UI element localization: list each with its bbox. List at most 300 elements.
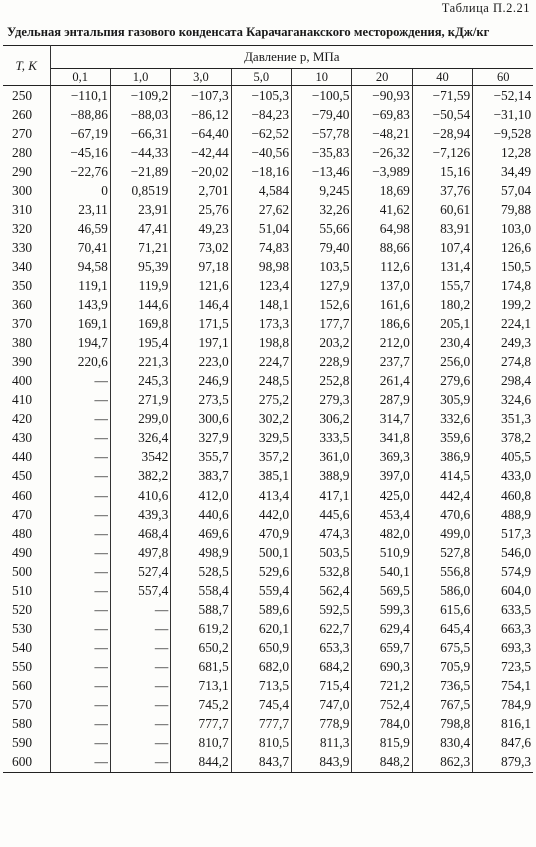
enthalpy-cell: 830,4 bbox=[412, 734, 472, 753]
enthalpy-cell: — bbox=[110, 696, 170, 715]
enthalpy-cell: 34,49 bbox=[501, 163, 532, 179]
temperature-cell: 590 bbox=[3, 734, 50, 753]
enthalpy-cell: 64,98 bbox=[352, 219, 412, 238]
enthalpy-cell: 488,9 bbox=[501, 506, 532, 522]
pressure-values-row bbox=[3, 69, 533, 86]
enthalpy-cell: — bbox=[50, 696, 110, 715]
temperature-cell: 320 bbox=[3, 219, 50, 238]
pressure-column-header: 3,0 bbox=[171, 69, 231, 86]
enthalpy-cell: 230,4 bbox=[412, 334, 472, 353]
enthalpy-cell: 279,6 bbox=[412, 372, 472, 391]
enthalpy-cell: 752,4 bbox=[352, 696, 412, 715]
table-header bbox=[3, 46, 533, 86]
temperature-cell: 340 bbox=[3, 257, 50, 276]
temperature-cell: 370 bbox=[3, 315, 50, 334]
enthalpy-cell: 174,8 bbox=[501, 277, 532, 293]
enthalpy-cell: 49,23 bbox=[171, 219, 231, 238]
table-row bbox=[3, 505, 533, 524]
enthalpy-cell: −28,94 bbox=[412, 124, 472, 143]
enthalpy-cell: 306,2 bbox=[292, 410, 352, 429]
enthalpy-cell: 767,5 bbox=[412, 696, 472, 715]
enthalpy-table bbox=[3, 45, 533, 773]
temperature-cell: 570 bbox=[3, 696, 50, 715]
enthalpy-cell: 862,3 bbox=[412, 753, 472, 773]
enthalpy-cell: 27,62 bbox=[231, 200, 291, 219]
enthalpy-cell: 650,9 bbox=[231, 638, 291, 657]
enthalpy-cell: 440,6 bbox=[171, 505, 231, 524]
enthalpy-cell: 199,2 bbox=[501, 297, 532, 313]
enthalpy-cell: 248,5 bbox=[231, 372, 291, 391]
enthalpy-cell: — bbox=[50, 486, 110, 505]
enthalpy-cell: −45,16 bbox=[50, 143, 110, 162]
enthalpy-cell: 97,18 bbox=[171, 257, 231, 276]
enthalpy-cell: 847,6 bbox=[501, 735, 532, 751]
enthalpy-cell: — bbox=[50, 429, 110, 448]
enthalpy-cell: 816,1 bbox=[501, 716, 532, 732]
enthalpy-cell: −62,52 bbox=[231, 124, 291, 143]
enthalpy-cell: 221,3 bbox=[110, 353, 170, 372]
enthalpy-cell: 361,0 bbox=[292, 448, 352, 467]
table-row bbox=[3, 657, 533, 676]
enthalpy-cell: 273,5 bbox=[171, 391, 231, 410]
enthalpy-cell: 843,7 bbox=[231, 753, 291, 773]
enthalpy-cell: — bbox=[50, 676, 110, 695]
enthalpy-cell: 95,39 bbox=[110, 257, 170, 276]
enthalpy-cell: 180,2 bbox=[412, 296, 472, 315]
enthalpy-cell: 557,4 bbox=[110, 581, 170, 600]
temperature-cell: 280 bbox=[3, 143, 50, 162]
enthalpy-cell: 249,3 bbox=[501, 335, 532, 351]
enthalpy-cell: 256,0 bbox=[412, 353, 472, 372]
enthalpy-cell: 413,4 bbox=[231, 486, 291, 505]
enthalpy-cell: 622,7 bbox=[292, 619, 352, 638]
enthalpy-cell: — bbox=[50, 448, 110, 467]
enthalpy-cell: 355,7 bbox=[171, 448, 231, 467]
enthalpy-cell: 79,88 bbox=[501, 201, 532, 217]
enthalpy-cell: 715,4 bbox=[292, 676, 352, 695]
enthalpy-cell: 778,9 bbox=[292, 715, 352, 734]
enthalpy-cell: — bbox=[110, 600, 170, 619]
enthalpy-cell: 527,8 bbox=[412, 543, 472, 562]
enthalpy-cell: 152,6 bbox=[292, 296, 352, 315]
temperature-cell: 270 bbox=[3, 124, 50, 143]
temperature-cell: 600 bbox=[3, 753, 50, 773]
enthalpy-cell: 148,1 bbox=[231, 296, 291, 315]
enthalpy-cell: 155,7 bbox=[412, 276, 472, 295]
enthalpy-cell: 4,584 bbox=[231, 181, 291, 200]
enthalpy-cell: 23,91 bbox=[110, 200, 170, 219]
enthalpy-cell: 326,4 bbox=[110, 429, 170, 448]
enthalpy-cell: — bbox=[110, 734, 170, 753]
table-row bbox=[3, 619, 533, 638]
enthalpy-cell: 562,4 bbox=[292, 581, 352, 600]
enthalpy-cell: 252,8 bbox=[292, 372, 352, 391]
enthalpy-cell: 103,0 bbox=[501, 220, 532, 236]
enthalpy-cell: — bbox=[50, 467, 110, 486]
enthalpy-cell: 629,4 bbox=[352, 619, 412, 638]
enthalpy-cell: 275,2 bbox=[231, 391, 291, 410]
enthalpy-cell: 843,9 bbox=[292, 753, 352, 773]
enthalpy-cell: 653,3 bbox=[292, 638, 352, 657]
enthalpy-cell: −40,56 bbox=[231, 143, 291, 162]
enthalpy-cell: 60,61 bbox=[412, 200, 472, 219]
enthalpy-cell: 119,9 bbox=[110, 276, 170, 295]
enthalpy-cell: 94,58 bbox=[50, 257, 110, 276]
enthalpy-cell: 721,2 bbox=[352, 676, 412, 695]
table-row bbox=[3, 600, 533, 619]
enthalpy-cell: 503,5 bbox=[292, 543, 352, 562]
enthalpy-cell: 194,7 bbox=[50, 334, 110, 353]
enthalpy-cell: 171,5 bbox=[171, 315, 231, 334]
temperature-cell: 380 bbox=[3, 334, 50, 353]
enthalpy-cell: 333,5 bbox=[292, 429, 352, 448]
enthalpy-cell: — bbox=[50, 715, 110, 734]
enthalpy-cell: 150,5 bbox=[501, 258, 532, 274]
table-row bbox=[3, 543, 533, 562]
enthalpy-cell: 604,0 bbox=[501, 582, 532, 598]
enthalpy-cell: 556,8 bbox=[412, 562, 472, 581]
enthalpy-cell: 588,7 bbox=[171, 600, 231, 619]
enthalpy-cell: 723,5 bbox=[501, 658, 532, 674]
enthalpy-cell: −52,14 bbox=[493, 87, 532, 103]
enthalpy-cell: 161,6 bbox=[352, 296, 412, 315]
temperature-cell: 460 bbox=[3, 486, 50, 505]
enthalpy-cell: 341,8 bbox=[352, 429, 412, 448]
enthalpy-cell: −48,21 bbox=[352, 124, 412, 143]
table-row bbox=[3, 638, 533, 657]
enthalpy-cell: 186,6 bbox=[352, 315, 412, 334]
enthalpy-cell: −26,32 bbox=[352, 143, 412, 162]
enthalpy-cell: — bbox=[50, 638, 110, 657]
enthalpy-cell: 369,3 bbox=[352, 448, 412, 467]
enthalpy-cell: 137,0 bbox=[352, 276, 412, 295]
enthalpy-cell: −90,93 bbox=[352, 86, 412, 106]
temperature-cell: 360 bbox=[3, 296, 50, 315]
enthalpy-cell: 220,6 bbox=[50, 353, 110, 372]
table-row bbox=[3, 715, 533, 734]
enthalpy-cell: −21,89 bbox=[110, 162, 170, 181]
table-row bbox=[3, 181, 533, 200]
enthalpy-cell: 532,8 bbox=[292, 562, 352, 581]
enthalpy-cell: 713,1 bbox=[171, 676, 231, 695]
enthalpy-cell: 144,6 bbox=[110, 296, 170, 315]
enthalpy-cell: — bbox=[50, 543, 110, 562]
table-row bbox=[3, 353, 533, 372]
enthalpy-cell: 18,69 bbox=[352, 181, 412, 200]
enthalpy-cell: 287,9 bbox=[352, 391, 412, 410]
enthalpy-cell: 529,6 bbox=[231, 562, 291, 581]
enthalpy-cell: 71,21 bbox=[110, 238, 170, 257]
enthalpy-cell: 388,9 bbox=[292, 467, 352, 486]
enthalpy-cell: 23,11 bbox=[50, 200, 110, 219]
enthalpy-cell: −3,989 bbox=[352, 162, 412, 181]
temperature-cell: 530 bbox=[3, 619, 50, 638]
enthalpy-cell: — bbox=[110, 715, 170, 734]
table-row bbox=[3, 391, 533, 410]
enthalpy-cell: 327,9 bbox=[171, 429, 231, 448]
enthalpy-cell: 299,0 bbox=[110, 410, 170, 429]
enthalpy-cell: 879,3 bbox=[473, 753, 533, 773]
table-row bbox=[3, 410, 533, 429]
enthalpy-cell: 650,2 bbox=[171, 638, 231, 657]
enthalpy-cell: 811,3 bbox=[292, 734, 352, 753]
enthalpy-cell: — bbox=[50, 619, 110, 638]
enthalpy-cell: 745,2 bbox=[171, 696, 231, 715]
temperature-cell: 420 bbox=[3, 410, 50, 429]
enthalpy-cell: — bbox=[50, 524, 110, 543]
enthalpy-cell: 73,02 bbox=[171, 238, 231, 257]
table-row bbox=[3, 86, 533, 106]
enthalpy-cell: 70,41 bbox=[50, 238, 110, 257]
enthalpy-cell: 619,2 bbox=[171, 619, 231, 638]
enthalpy-cell: 410,6 bbox=[110, 486, 170, 505]
enthalpy-cell: 57,04 bbox=[501, 182, 532, 198]
table-body bbox=[3, 86, 533, 773]
enthalpy-cell: 12,28 bbox=[501, 144, 532, 160]
enthalpy-cell: 197,1 bbox=[171, 334, 231, 353]
enthalpy-cell: 46,59 bbox=[50, 219, 110, 238]
enthalpy-cell: 497,8 bbox=[110, 543, 170, 562]
enthalpy-cell: 169,1 bbox=[50, 315, 110, 334]
temperature-cell: 330 bbox=[3, 238, 50, 257]
pressure-column-header: 20 bbox=[352, 69, 412, 86]
enthalpy-cell: 445,6 bbox=[292, 505, 352, 524]
enthalpy-cell: — bbox=[50, 410, 110, 429]
enthalpy-cell: 329,5 bbox=[231, 429, 291, 448]
enthalpy-cell: 810,7 bbox=[171, 734, 231, 753]
temperature-header: T, K bbox=[3, 46, 50, 86]
enthalpy-cell: 37,76 bbox=[412, 181, 472, 200]
enthalpy-cell: −13,46 bbox=[292, 162, 352, 181]
enthalpy-cell: −20,02 bbox=[171, 162, 231, 181]
enthalpy-cell: 589,6 bbox=[231, 600, 291, 619]
enthalpy-cell: 298,4 bbox=[501, 373, 532, 389]
enthalpy-cell: 126,6 bbox=[501, 239, 532, 255]
enthalpy-cell: 47,41 bbox=[110, 219, 170, 238]
enthalpy-cell: −42,44 bbox=[171, 143, 231, 162]
enthalpy-cell: 620,1 bbox=[231, 619, 291, 638]
enthalpy-cell: 302,2 bbox=[231, 410, 291, 429]
enthalpy-cell: — bbox=[110, 657, 170, 676]
enthalpy-cell: 574,9 bbox=[501, 563, 532, 579]
enthalpy-cell: 433,0 bbox=[501, 468, 532, 484]
temperature-cell: 400 bbox=[3, 372, 50, 391]
temperature-cell: 440 bbox=[3, 448, 50, 467]
enthalpy-cell: −31,10 bbox=[493, 106, 532, 122]
temperature-cell: 510 bbox=[3, 581, 50, 600]
enthalpy-cell: — bbox=[50, 753, 110, 773]
table-row bbox=[3, 448, 533, 467]
enthalpy-cell: 615,6 bbox=[412, 600, 472, 619]
enthalpy-cell: 332,6 bbox=[412, 410, 472, 429]
enthalpy-cell: 754,1 bbox=[501, 677, 532, 693]
enthalpy-cell: 83,91 bbox=[412, 219, 472, 238]
enthalpy-cell: 378,2 bbox=[501, 430, 532, 446]
enthalpy-cell: 143,9 bbox=[50, 296, 110, 315]
enthalpy-cell: 470,6 bbox=[412, 505, 472, 524]
enthalpy-cell: 177,7 bbox=[292, 315, 352, 334]
enthalpy-cell: 119,1 bbox=[50, 276, 110, 295]
enthalpy-cell: 469,6 bbox=[171, 524, 231, 543]
enthalpy-cell: 397,0 bbox=[352, 467, 412, 486]
table-row bbox=[3, 296, 533, 315]
enthalpy-cell: 305,9 bbox=[412, 391, 472, 410]
temperature-cell: 580 bbox=[3, 715, 50, 734]
temperature-cell: 500 bbox=[3, 562, 50, 581]
enthalpy-cell: 224,7 bbox=[231, 353, 291, 372]
enthalpy-cell: 271,9 bbox=[110, 391, 170, 410]
enthalpy-cell: 681,5 bbox=[171, 657, 231, 676]
enthalpy-cell: 103,5 bbox=[292, 257, 352, 276]
enthalpy-cell: −18,16 bbox=[231, 162, 291, 181]
enthalpy-cell: −9,528 bbox=[493, 125, 532, 141]
enthalpy-cell: — bbox=[50, 600, 110, 619]
table-row bbox=[3, 696, 533, 715]
enthalpy-cell: −50,54 bbox=[412, 105, 472, 124]
enthalpy-cell: −64,40 bbox=[171, 124, 231, 143]
temperature-cell: 290 bbox=[3, 162, 50, 181]
enthalpy-cell: 470,9 bbox=[231, 524, 291, 543]
temperature-cell: 260 bbox=[3, 105, 50, 124]
enthalpy-cell: — bbox=[50, 657, 110, 676]
table-row bbox=[3, 753, 533, 773]
temperature-cell: 520 bbox=[3, 600, 50, 619]
enthalpy-cell: 747,0 bbox=[292, 696, 352, 715]
enthalpy-cell: 414,5 bbox=[412, 467, 472, 486]
enthalpy-cell: −35,83 bbox=[292, 143, 352, 162]
temperature-cell: 560 bbox=[3, 676, 50, 695]
enthalpy-cell: 592,5 bbox=[292, 600, 352, 619]
enthalpy-cell: 645,4 bbox=[412, 619, 472, 638]
enthalpy-cell: 777,7 bbox=[171, 715, 231, 734]
enthalpy-cell: 173,3 bbox=[231, 315, 291, 334]
enthalpy-cell: 195,4 bbox=[110, 334, 170, 353]
enthalpy-cell: 675,5 bbox=[412, 638, 472, 657]
temperature-cell: 480 bbox=[3, 524, 50, 543]
enthalpy-cell: 798,8 bbox=[412, 715, 472, 734]
enthalpy-cell: −107,3 bbox=[171, 86, 231, 106]
enthalpy-cell: 324,6 bbox=[501, 392, 532, 408]
enthalpy-cell: 540,1 bbox=[352, 562, 412, 581]
enthalpy-cell: 0,8519 bbox=[110, 181, 170, 200]
enthalpy-cell: 386,9 bbox=[412, 448, 472, 467]
enthalpy-cell: −84,23 bbox=[231, 105, 291, 124]
enthalpy-cell: 693,3 bbox=[501, 639, 532, 655]
enthalpy-cell: 274,8 bbox=[501, 354, 532, 370]
enthalpy-cell: 713,5 bbox=[231, 676, 291, 695]
table-row bbox=[3, 429, 533, 448]
table-row bbox=[3, 162, 533, 181]
table-row bbox=[3, 581, 533, 600]
enthalpy-cell: 205,1 bbox=[412, 315, 472, 334]
enthalpy-cell: −44,33 bbox=[110, 143, 170, 162]
enthalpy-cell: 112,6 bbox=[352, 257, 412, 276]
enthalpy-cell: 510,9 bbox=[352, 543, 412, 562]
enthalpy-cell: 169,8 bbox=[110, 315, 170, 334]
enthalpy-cell: 224,1 bbox=[501, 316, 532, 332]
temperature-cell: 300 bbox=[3, 181, 50, 200]
pressure-column-header: 10 bbox=[292, 69, 352, 86]
enthalpy-cell: −105,3 bbox=[231, 86, 291, 106]
table-row bbox=[3, 334, 533, 353]
enthalpy-cell: 417,1 bbox=[292, 486, 352, 505]
enthalpy-cell: 405,5 bbox=[501, 449, 532, 465]
enthalpy-cell: 223,0 bbox=[171, 353, 231, 372]
enthalpy-cell: 123,4 bbox=[231, 276, 291, 295]
enthalpy-cell: 359,6 bbox=[412, 429, 472, 448]
enthalpy-cell: −67,19 bbox=[50, 124, 110, 143]
enthalpy-cell: 682,0 bbox=[231, 657, 291, 676]
enthalpy-cell: −69,83 bbox=[352, 105, 412, 124]
enthalpy-cell: 127,9 bbox=[292, 276, 352, 295]
enthalpy-cell: 383,7 bbox=[171, 467, 231, 486]
enthalpy-cell: 41,62 bbox=[352, 200, 412, 219]
table-row bbox=[3, 315, 533, 334]
pressure-column-header: 60 bbox=[473, 69, 533, 86]
enthalpy-cell: 357,2 bbox=[231, 448, 291, 467]
enthalpy-cell: 784,0 bbox=[352, 715, 412, 734]
enthalpy-cell: 203,2 bbox=[292, 334, 352, 353]
enthalpy-cell: 98,98 bbox=[231, 257, 291, 276]
enthalpy-cell: 498,9 bbox=[171, 543, 231, 562]
enthalpy-cell: 382,2 bbox=[110, 467, 170, 486]
enthalpy-cell: 810,5 bbox=[231, 734, 291, 753]
enthalpy-cell: 0 bbox=[50, 181, 110, 200]
enthalpy-cell: 460,8 bbox=[501, 487, 532, 503]
pressure-header: Давление p, МПа bbox=[50, 46, 533, 69]
enthalpy-cell: −100,5 bbox=[292, 86, 352, 106]
enthalpy-cell: −71,59 bbox=[412, 86, 472, 106]
enthalpy-cell: −66,31 bbox=[110, 124, 170, 143]
enthalpy-cell: 3542 bbox=[110, 448, 170, 467]
enthalpy-cell: 663,3 bbox=[501, 620, 532, 636]
enthalpy-cell: 528,5 bbox=[171, 562, 231, 581]
enthalpy-cell: 32,26 bbox=[292, 200, 352, 219]
enthalpy-cell: 79,40 bbox=[292, 238, 352, 257]
enthalpy-cell: 569,5 bbox=[352, 581, 412, 600]
temperature-cell: 540 bbox=[3, 638, 50, 657]
enthalpy-cell: 9,245 bbox=[292, 181, 352, 200]
enthalpy-cell: 212,0 bbox=[352, 334, 412, 353]
temperature-cell: 450 bbox=[3, 467, 50, 486]
enthalpy-cell: 442,0 bbox=[231, 505, 291, 524]
enthalpy-cell: 25,76 bbox=[171, 200, 231, 219]
enthalpy-cell: 246,9 bbox=[171, 372, 231, 391]
temperature-cell: 550 bbox=[3, 657, 50, 676]
enthalpy-cell: 558,4 bbox=[171, 581, 231, 600]
enthalpy-cell: 74,83 bbox=[231, 238, 291, 257]
table-row bbox=[3, 276, 533, 295]
table-row bbox=[3, 562, 533, 581]
enthalpy-cell: 736,5 bbox=[412, 676, 472, 695]
enthalpy-cell: 300,6 bbox=[171, 410, 231, 429]
temperature-cell: 490 bbox=[3, 543, 50, 562]
enthalpy-cell: −22,76 bbox=[50, 162, 110, 181]
enthalpy-cell: 474,3 bbox=[292, 524, 352, 543]
enthalpy-cell: −110,1 bbox=[50, 86, 110, 106]
enthalpy-cell: 705,9 bbox=[412, 657, 472, 676]
table-row bbox=[3, 143, 533, 162]
pressure-column-header: 0,1 bbox=[50, 69, 110, 86]
enthalpy-cell: 131,4 bbox=[412, 257, 472, 276]
enthalpy-cell: 690,3 bbox=[352, 657, 412, 676]
enthalpy-cell: −109,2 bbox=[110, 86, 170, 106]
enthalpy-cell: 88,66 bbox=[352, 238, 412, 257]
enthalpy-cell: 121,6 bbox=[171, 276, 231, 295]
enthalpy-cell: — bbox=[50, 581, 110, 600]
enthalpy-cell: 314,7 bbox=[352, 410, 412, 429]
enthalpy-cell: 633,5 bbox=[501, 601, 532, 617]
